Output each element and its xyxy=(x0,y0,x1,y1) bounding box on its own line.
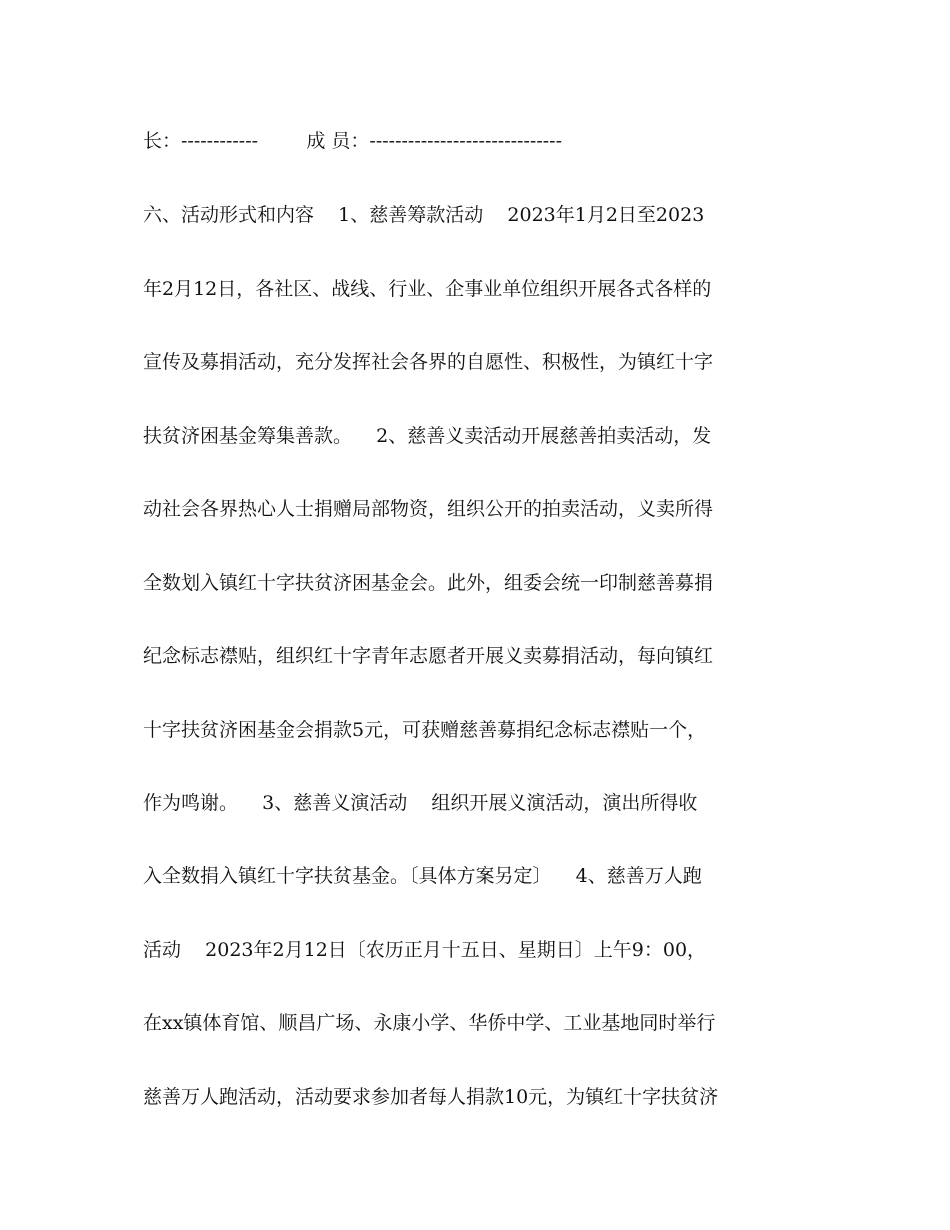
text-line-1: 长：------------ 成 员：------------------------------ xyxy=(143,130,562,152)
text-line-3: 年2月12日，各社区、战线、行业、企事业单位组织开展各式各样的 xyxy=(143,278,712,300)
text-line-13: 在xx镇体育馆、顺昌广场、永康小学、华侨中学、工业基地同时举行 xyxy=(143,1012,716,1034)
text-line-10: 作为鸣谢。 3、慈善义演活动 组织开展义演活动，演出所得收 xyxy=(143,792,698,814)
text-line-11: 入全数捐入镇红十字扶贫基金。〔具体方案另定〕 4、慈善万人跑 xyxy=(143,865,702,887)
text-line-7: 全数划入镇红十字扶贫济困基金会。此外，组委会统一印制慈善募捐 xyxy=(143,572,714,594)
text-line-5: 扶贫济困基金筹集善款。 2、慈善义卖活动开展慈善拍卖活动，发 xyxy=(143,425,712,447)
text-line-2: 六、活动形式和内容 1、慈善筹款活动 2023年1月2日至2023 xyxy=(143,204,705,226)
text-line-14: 慈善万人跑活动，活动要求参加者每人捐款10元，为镇红十字扶贫济 xyxy=(143,1086,719,1108)
text-line-9: 十字扶贫济困基金会捐款5元，可获赠慈善募捐纪念标志襟贴一个， xyxy=(143,719,707,741)
text-line-4: 宣传及募捐活动，充分发挥社会各界的自愿性、积极性，为镇红十字 xyxy=(143,351,714,373)
text-line-6: 动社会各界热心人士捐赠局部物资，组织公开的拍卖活动，义卖所得 xyxy=(143,498,714,520)
text-line-12: 活动 2023年2月12日〔农历正月十五日、星期日〕上午9：00， xyxy=(143,939,707,961)
text-line-8: 纪念标志襟贴，组织红十字青年志愿者开展义卖募捐活动，每向镇红 xyxy=(143,645,714,667)
